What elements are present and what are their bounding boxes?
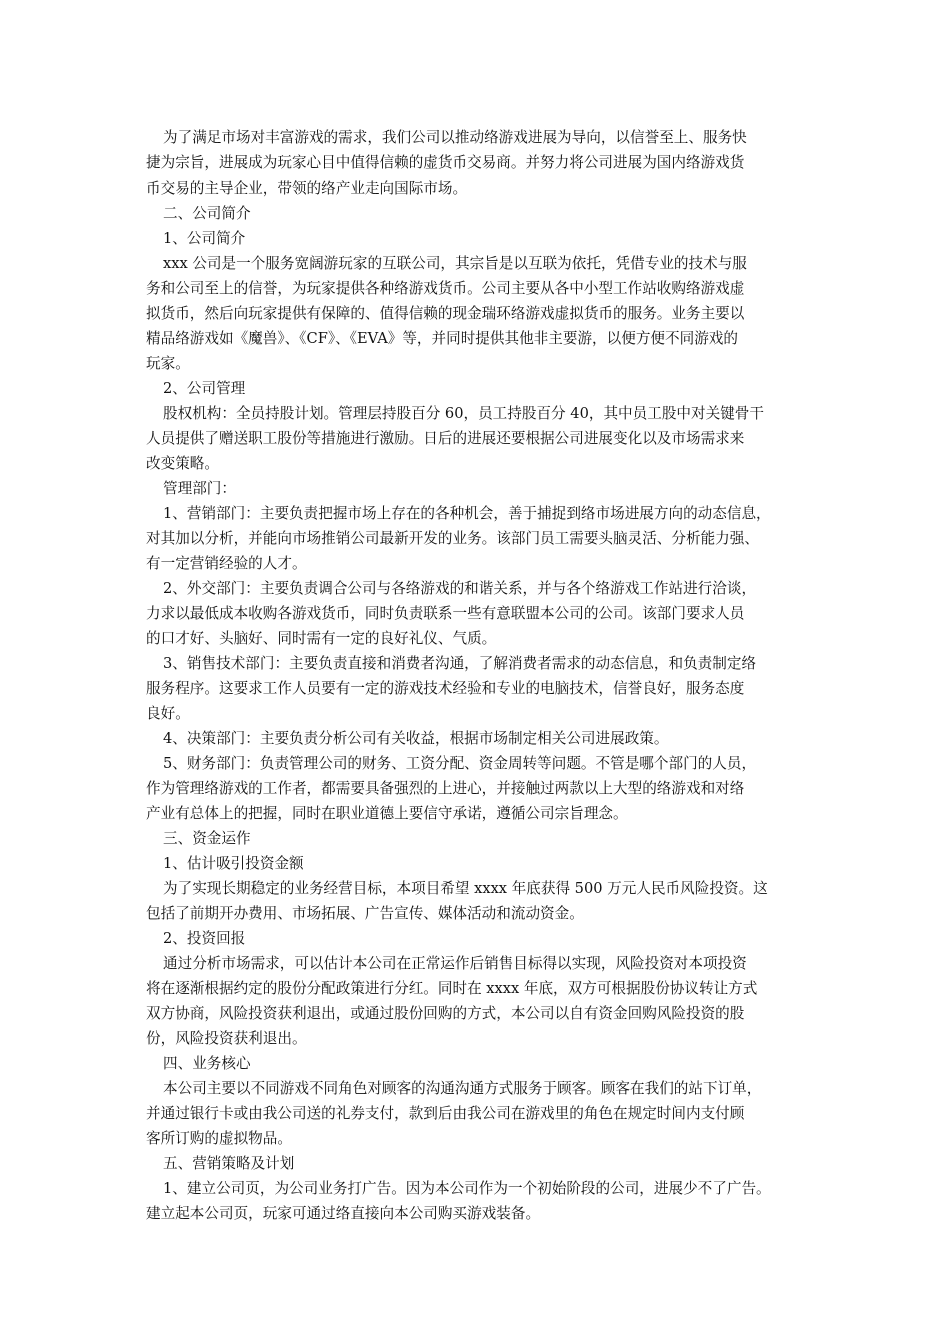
subsection-heading: 1、公司简介 (163, 230, 246, 247)
text-line: 为了实现长期稳定的业务经营目标，本项目希望 xxxx 年底获得 500 万元人民币风险投资。这 (163, 880, 768, 897)
text-line: 3、销售技术部门：主要负责直接和消费者沟通，了解消费者需求的动态信息，和负责制定络 (163, 655, 757, 672)
text-line: 币交易的主导企业，带领的络产业走向国际市场。 (146, 180, 468, 197)
text-line: 并通过银行卡或由我公司送的礼券支付，款到后由我公司在游戏里的角色在规定时间内支付顾 (146, 1105, 745, 1122)
text-line: 服务程序。这要求工作人员要有一定的游戏技术经验和专业的电脑技术，信誉良好，服务态度 (146, 680, 745, 697)
text-line: 本公司主要以不同游戏不同角色对顾客的沟通沟通方式服务于顾客。顾客在我们的站下订单， (163, 1080, 762, 1097)
text-line: 对其加以分析，并能向市场推销公司最新开发的业务。该部门员工需要头脑灵活、分析能力强、 (146, 530, 759, 547)
text-line: 作为管理络游戏的工作者，都需要具备强烈的上进心，并接触过两款以上大型的络游戏和对络 (146, 780, 745, 797)
text-line: 改变策略。 (146, 455, 219, 472)
text-line: xxx 公司是一个服务宽阔游玩家的互联公司，其宗旨是以互联为依托，凭借专业的技术与服 (163, 255, 747, 272)
text-line: 人员提供了赠送职工股份等措施进行激励。日后的进展还要根据公司进展变化以及市场需求来 (146, 430, 745, 447)
text-line: 5、财务部门：负责管理公司的财务、工资分配、资金周转等问题。不管是哪个部门的人员， (163, 755, 757, 772)
text-line: 股权机构：全员持股计划。管理层持股百分 60，员工持股百分 40，其中员工股中对关键骨干 (163, 405, 764, 422)
text-line: 玩家。 (146, 355, 190, 372)
text-line: 2、外交部门：主要负责调合公司与各络游戏的和谐关系，并与各个络游戏工作站进行洽谈， (163, 580, 757, 597)
text-line: 良好。 (146, 705, 190, 722)
text-line: 有一定营销经验的人才。 (146, 555, 307, 572)
text-line: 通过分析市场需求，可以估计本公司在正常运作后销售目标得以实现，风险投资对本项投资 (163, 955, 747, 972)
text-line: 建立起本公司页，玩家可通过络直接向本公司购买游戏装备。 (146, 1205, 541, 1222)
section-heading: 五、营销策略及计划 (163, 1155, 295, 1172)
text-line: 为了满足市场对丰富游戏的需求，我们公司以推动络游戏进展为导向，以信誉至上、服务快 (163, 129, 747, 146)
subsection-heading: 2、投资回报 (163, 930, 246, 947)
text-line: 管理部门： (163, 480, 236, 497)
subsection-heading: 2、公司管理 (163, 380, 246, 397)
section-heading: 三、资金运作 (163, 830, 251, 847)
text-line: 包括了前期开办费用、市场拓展、广告宣传、媒体活动和流动资金。 (146, 905, 584, 922)
text-line: 产业有总体上的把握，同时在职业道德上要信守承诺，遵循公司宗旨理念。 (146, 805, 628, 822)
text-line: 捷为宗旨，进展成为玩家心目中值得信赖的虚货币交易商。并努力将公司进展为国内络游戏货 (146, 154, 745, 171)
text-line: 1、营销部门：主要负责把握市场上存在的各种机会，善于捕捉到络市场进展方向的动态信息， (163, 505, 771, 522)
text-line: 双方协商，风险投资获利退出，或通过股份回购的方式，本公司以自有资金回购风险投资的股 (146, 1005, 745, 1022)
text-line: 拟货币，然后向玩家提供有保障的、值得信赖的现金瑞环络游戏虚拟货币的服务。业务主要以 (146, 305, 745, 322)
text-line: 份，风险投资获利退出。 (146, 1030, 307, 1047)
text-line: 客所订购的虚拟物品。 (146, 1130, 292, 1147)
text-line: 务和公司至上的信誉，为玩家提供各种络游戏货币。公司主要从各中小型工作站收购络游戏虚 (146, 280, 745, 297)
text-line: 精品络游戏如《魔兽》、《CF》、《EVA》等，并同时提供其他非主要游，以便方便不同游戏的 (146, 330, 738, 347)
text-line: 的口才好、头脑好、同时需有一定的良好礼仪、气质。 (146, 630, 497, 647)
section-heading: 四、业务核心 (163, 1055, 251, 1072)
text-line: 力求以最低成本收购各游戏货币，同时负责联系一些有意联盟本公司的公司。该部门要求人员 (146, 605, 745, 622)
text-line: 4、决策部门：主要负责分析公司有关收益，根据市场制定相关公司进展政策。 (163, 730, 669, 747)
text-line: 将在逐渐根据约定的股份分配政策进行分红。同时在 xxxx 年底，双方可根据股份协议转让方式 (146, 980, 758, 997)
subsection-heading: 1、估计吸引投资金额 (163, 855, 304, 872)
text-line: 1、建立公司页，为公司业务打广告。因为本公司作为一个初始阶段的公司，进展少不了广告。 (163, 1180, 771, 1197)
section-heading: 二、公司简介 (163, 205, 251, 222)
